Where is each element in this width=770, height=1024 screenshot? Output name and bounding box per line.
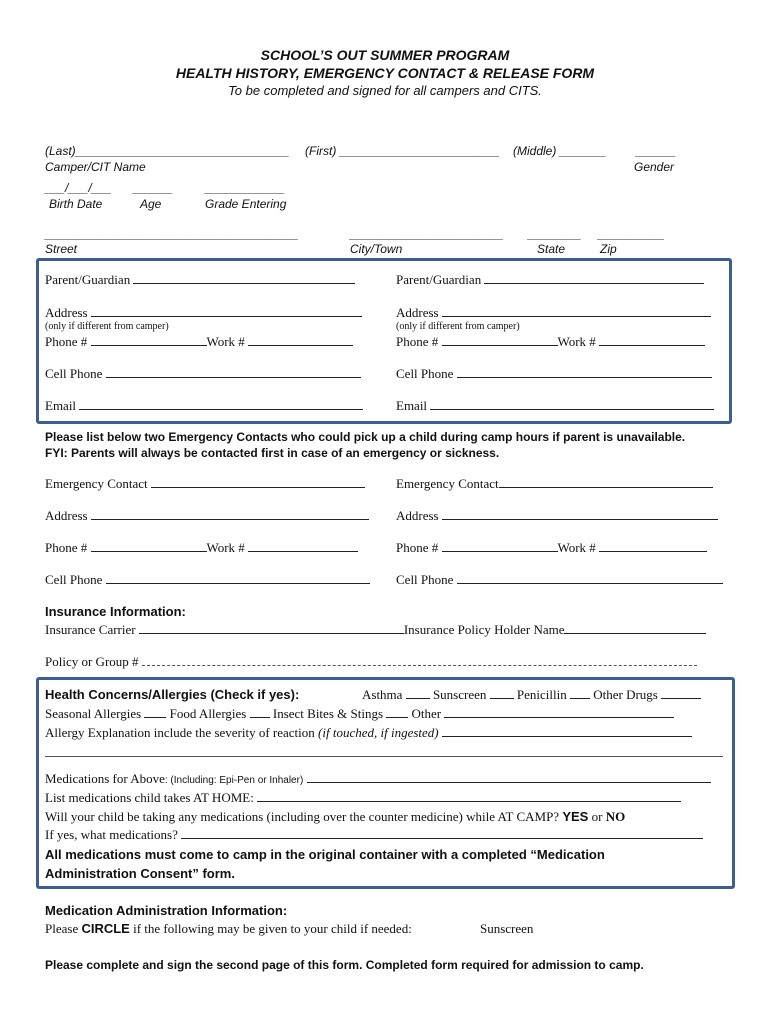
emergency-2-phone-line[interactable]: [442, 540, 558, 552]
home-medications-row[interactable]: [45, 790, 681, 806]
parent-contact-notice: FYI: Parents will always be contacted first in case of an emergency or sickness.: [45, 446, 500, 460]
no-option[interactable]: NO: [605, 809, 626, 824]
home-medications-line[interactable]: [257, 790, 681, 802]
parent-guardian-1-row[interactable]: [45, 272, 355, 288]
address-label: Address: [396, 305, 439, 320]
parent-guardian-2-line[interactable]: [484, 272, 704, 284]
parent-2-cell-row[interactable]: [396, 366, 712, 382]
parent-2-phone-line[interactable]: [442, 334, 558, 346]
emergency-contact-1-row[interactable]: [45, 476, 365, 492]
parent-1-email-row[interactable]: [45, 398, 363, 414]
form-instruction: To be completed and signed for all campers and CITS.: [228, 83, 542, 98]
cell-phone-label: Cell Phone: [396, 366, 454, 381]
address-note: (only if different from camper): [396, 321, 520, 332]
phone-label: Phone #: [45, 540, 88, 555]
state-field[interactable]: ________: [528, 227, 582, 241]
allergy-checklist-row-1[interactable]: [362, 687, 701, 703]
food-allergies-label: Food Allergies: [169, 706, 247, 721]
asthma-check[interactable]: [406, 687, 430, 699]
birth-date-caption: Birth Date: [49, 197, 103, 211]
penicillin-label: Penicillin: [516, 687, 567, 702]
medications-above-line[interactable]: [307, 771, 711, 783]
parent-1-phone-row[interactable]: [45, 334, 353, 350]
parent-2-cell-line[interactable]: [457, 366, 712, 378]
gender-caption: Gender: [634, 160, 675, 174]
parent-guardian-1-line[interactable]: [133, 272, 355, 284]
parent-1-address-line[interactable]: [91, 305, 362, 317]
address-note: (only if different from camper): [45, 321, 169, 332]
phone-label: Phone #: [45, 334, 88, 349]
emergency-2-phone-row[interactable]: [396, 540, 707, 556]
insurance-carrier-label: Insurance Carrier: [45, 622, 136, 637]
emergency-2-work-line[interactable]: [599, 540, 707, 552]
work-label: Work #: [206, 334, 245, 349]
policy-group-label: Policy or Group #: [45, 654, 139, 669]
camp-medications-text: Will your child be taking any medications (including over the counter medicine) while AT CAMP?: [45, 809, 560, 824]
which-medications-row[interactable]: [45, 827, 703, 843]
work-label: Work #: [206, 540, 245, 555]
first-name-field[interactable]: (First) ________________________: [305, 144, 500, 158]
address-label: Address: [396, 508, 439, 523]
other-drugs-label: Other Drugs: [593, 687, 658, 702]
parent-guardian-label: Parent/Guardian: [45, 272, 131, 287]
cell-phone-label: Cell Phone: [45, 572, 103, 587]
parent-guardian-2-row[interactable]: [396, 272, 704, 288]
other-allergy-line[interactable]: [444, 706, 674, 718]
emergency-2-address-row[interactable]: [396, 508, 718, 524]
allergy-explanation-row[interactable]: [45, 725, 692, 741]
address-label: Address: [45, 508, 88, 523]
parent-1-work-line[interactable]: [248, 334, 353, 346]
medications-above-note: : (Including: Epi-Pen or Inhaler): [164, 775, 304, 786]
insurance-heading: Insurance Information:: [45, 604, 186, 619]
insurance-row[interactable]: [45, 622, 706, 638]
address-label: Address: [45, 305, 88, 320]
med-admin-instruction: [45, 921, 412, 937]
health-heading: Health Concerns/Allergies (Check if yes):: [45, 687, 300, 702]
camper-name-caption: Camper/CIT Name: [45, 160, 146, 174]
med-admin-heading: Medication Administration Information:: [45, 903, 288, 918]
work-label: Work #: [557, 540, 596, 555]
emergency-notice: Please list below two Emergency Contacts who could pick up a child during camp hours if parent is unavailable.: [45, 430, 686, 444]
middle-name-field[interactable]: (Middle) _______: [513, 144, 607, 158]
parent-1-email-line[interactable]: [79, 398, 363, 410]
seasonal-allergies-check[interactable]: [144, 706, 166, 718]
emergency-2-cell-line[interactable]: [457, 572, 723, 584]
sunscreen-check[interactable]: [490, 687, 514, 699]
parent-1-address-row[interactable]: [45, 305, 362, 321]
grade-field[interactable]: ____________: [205, 181, 286, 195]
allergy-explanation-line[interactable]: [442, 725, 692, 737]
parent-guardian-label: Parent/Guardian: [396, 272, 482, 287]
sunscreen-label: Sunscreen: [432, 687, 487, 702]
allergy-explanation-label: Allergy Explanation include the severity of reaction: [45, 725, 315, 740]
please-text: Please: [45, 921, 79, 936]
policy-row[interactable]: [45, 654, 697, 670]
email-label: Email: [45, 398, 77, 413]
parent-2-work-line[interactable]: [599, 334, 705, 346]
emergency-1-phone-line[interactable]: [91, 540, 207, 552]
emergency-1-cell-line[interactable]: [106, 572, 370, 584]
city-caption: City/Town: [350, 242, 403, 256]
email-label: Email: [396, 398, 428, 413]
birth-date-field[interactable]: ___/___/___: [45, 181, 112, 195]
state-caption: State: [537, 242, 566, 256]
parent-1-phone-line[interactable]: [91, 334, 207, 346]
policy-holder-line[interactable]: [564, 622, 706, 634]
insurance-carrier-line[interactable]: [139, 622, 404, 634]
gender-field[interactable]: ______: [636, 144, 677, 158]
emergency-contact-1-line[interactable]: [151, 476, 365, 488]
emergency-1-cell-row[interactable]: [45, 572, 370, 588]
which-medications-line[interactable]: [181, 827, 703, 839]
allergy-explanation-note: (if touched, if ingested): [318, 725, 439, 740]
other-allergy-label: Other: [411, 706, 442, 721]
medications-above-label: Medications for Above: [45, 771, 165, 786]
cell-phone-label: Cell Phone: [45, 366, 103, 381]
emergency-1-address-row[interactable]: [45, 508, 369, 524]
emergency-2-cell-row[interactable]: [396, 572, 723, 588]
circle-text: CIRCLE: [81, 921, 130, 936]
street-caption: Street: [45, 242, 78, 256]
zip-caption: Zip: [600, 242, 617, 256]
seasonal-allergies-label: Seasonal Allergies: [45, 706, 142, 721]
insect-bites-check[interactable]: [386, 706, 408, 718]
city-field[interactable]: _______________________: [350, 227, 504, 241]
cell-phone-label: Cell Phone: [396, 572, 454, 587]
parent-2-phone-row[interactable]: [396, 334, 705, 350]
phone-label: Phone #: [396, 540, 439, 555]
age-field[interactable]: ______: [133, 181, 174, 195]
footer-note: Please complete and sign the second page of this form. Completed form required for admission to camp.: [45, 958, 644, 972]
form-subtitle: HEALTH HISTORY, EMERGENCY CONTACT & RELEASE FORM: [175, 65, 595, 81]
home-medications-label: List medications child takes AT HOME:: [45, 790, 254, 805]
street-field[interactable]: ______________________________________: [45, 227, 299, 241]
age-caption: Age: [140, 197, 162, 211]
medication-container-warning: All medications must come to camp in the original container with a completed “Medication: [45, 847, 605, 862]
emergency-1-address-line[interactable]: [91, 508, 369, 520]
grade-caption: Grade Entering: [205, 197, 287, 211]
parent-1-cell-line[interactable]: [106, 366, 361, 378]
parent-2-email-line[interactable]: [430, 398, 714, 410]
parent-1-cell-row[interactable]: [45, 366, 361, 382]
emergency-contact-2-line[interactable]: [499, 476, 713, 488]
asthma-label: Asthma: [362, 687, 403, 702]
emergency-1-work-line[interactable]: [248, 540, 358, 552]
emergency-1-phone-row[interactable]: [45, 540, 358, 556]
allergy-explanation-extra-line[interactable]: [45, 756, 723, 757]
parent-2-email-row[interactable]: [396, 398, 714, 414]
phone-label: Phone #: [396, 334, 439, 349]
medication-consent-warning: Administration Consent” form.: [45, 866, 235, 881]
penicillin-check[interactable]: [570, 687, 590, 699]
policy-holder-label: Insurance Policy Holder Name: [403, 622, 565, 637]
emergency-contact-2-row[interactable]: [396, 476, 713, 492]
emergency-2-address-line[interactable]: [442, 508, 718, 520]
allergy-checklist-row-2[interactable]: [45, 706, 674, 722]
emergency-contact-label: Emergency Contact: [45, 476, 148, 491]
sunscreen-option[interactable]: Sunscreen: [480, 921, 534, 936]
which-medications-label: If yes, what medications?: [45, 827, 178, 842]
form-title: SCHOOL’S OUT SUMMER PROGRAM: [260, 47, 510, 63]
yes-option[interactable]: YES: [562, 809, 589, 824]
emergency-contact-label: Emergency Contact: [396, 476, 499, 491]
instruction-text: if the following may be given to your child if needed:: [133, 921, 412, 936]
medications-above-row[interactable]: [45, 771, 711, 787]
insect-bites-label: Insect Bites & Stings: [272, 706, 383, 721]
parent-2-address-line[interactable]: [442, 305, 711, 317]
policy-group-line[interactable]: [142, 654, 697, 666]
food-allergies-check[interactable]: [250, 706, 270, 718]
last-name-field[interactable]: (Last)________________________________: [45, 144, 290, 158]
other-drugs-check[interactable]: [661, 687, 701, 699]
parent-2-address-row[interactable]: [396, 305, 711, 321]
work-label: Work #: [557, 334, 596, 349]
camp-medications-question: [45, 809, 625, 825]
zip-field[interactable]: __________: [598, 227, 665, 241]
or-text: or: [591, 809, 603, 824]
